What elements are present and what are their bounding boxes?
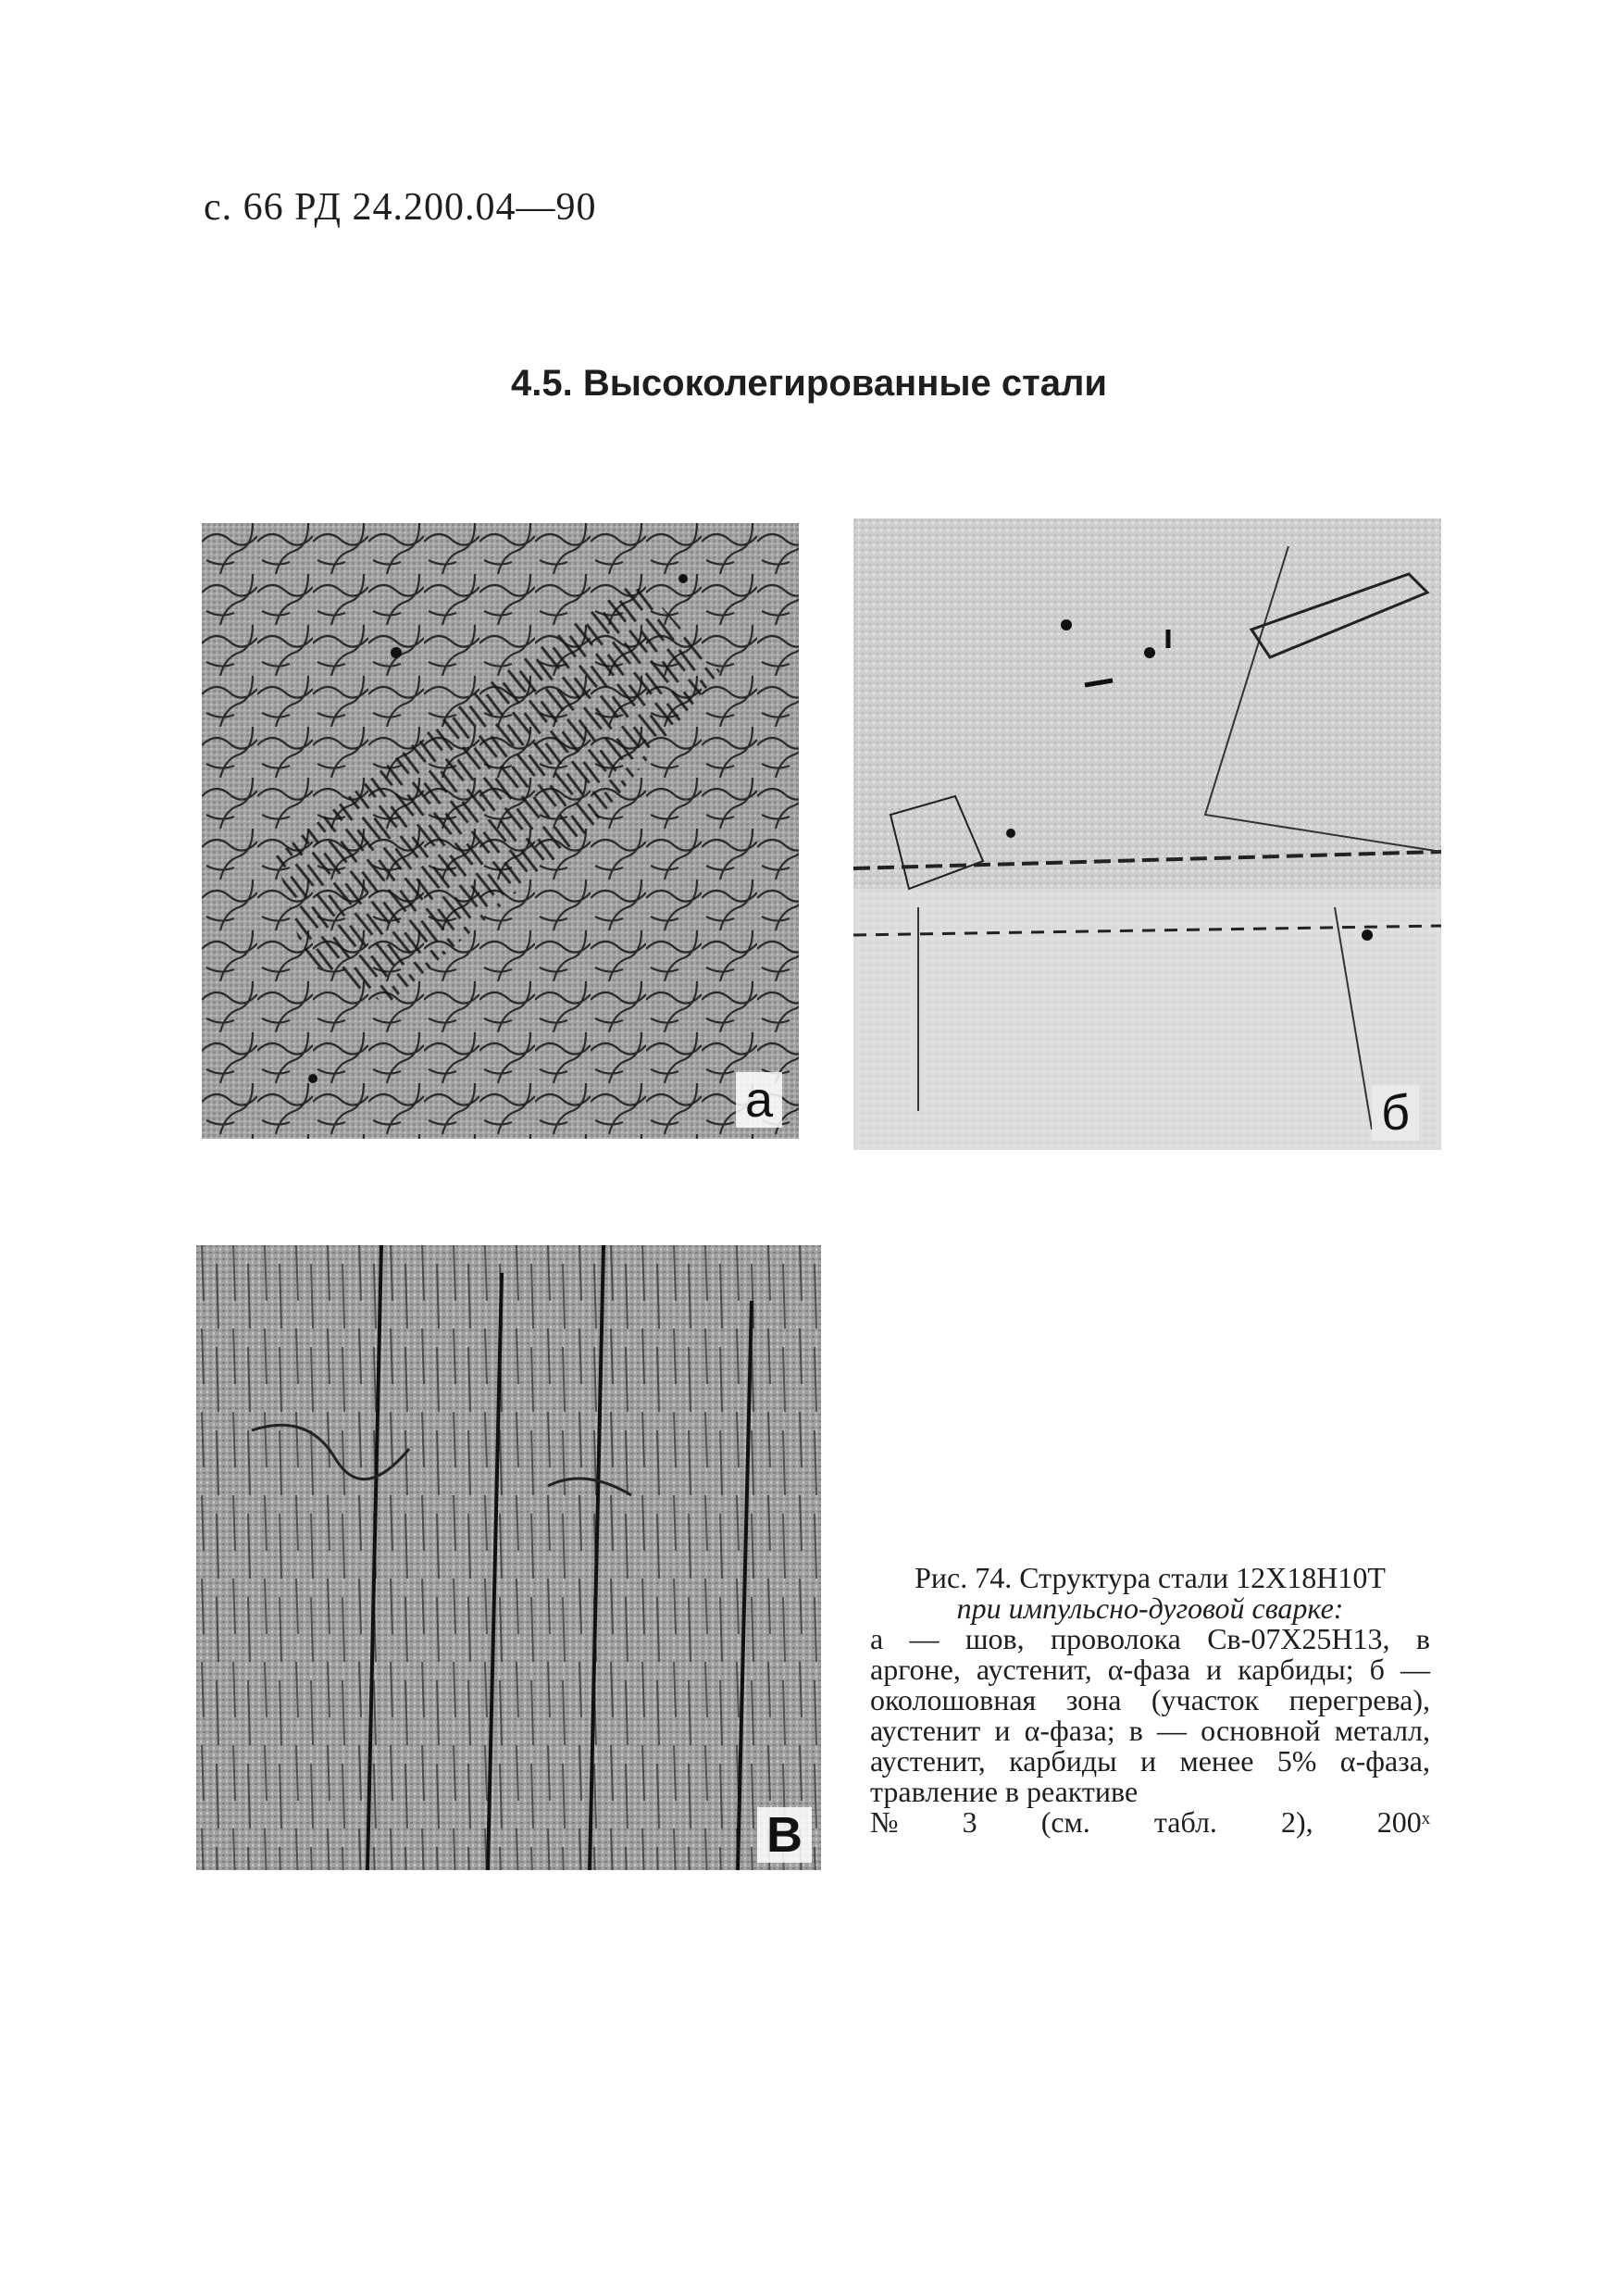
- micrograph-a-texture: [202, 523, 799, 1139]
- caption-magnification: 200ˣ: [1376, 1805, 1430, 1839]
- caption-tail-word: (см.: [1040, 1805, 1090, 1839]
- caption-subtitle: при импульсно-дуговой сварке:: [956, 1591, 1344, 1625]
- micrograph-v: [196, 1245, 821, 1870]
- caption-tail-word: табл.: [1153, 1805, 1217, 1839]
- micrograph-v-texture: [196, 1245, 821, 1870]
- caption-tail-word: №: [870, 1805, 899, 1839]
- figure-label-a: а: [736, 1072, 782, 1128]
- caption-tail-word: 2),: [1280, 1805, 1313, 1839]
- micrograph-b: [853, 518, 1441, 1150]
- caption-last-line: [870, 1807, 1430, 1838]
- figure-label-v: В: [757, 1807, 812, 1863]
- micrograph-a: [202, 523, 799, 1139]
- caption-body: а — шов, проволока Св-07Х25Н13, в аргоне, аустенит, α-фаза и карбиды; б — околошовная зона (участок перегрева), аустенит и α-фаза; в — основной металл, аустенит, карбиды и менее 5% α-фаза, травление в реактиве: [870, 1622, 1430, 1808]
- section-title: 4.5. Высоколегированные стали: [511, 363, 1107, 404]
- caption-tail-word: 3: [962, 1805, 977, 1839]
- page-header: с. 66 РД 24.200.04—90: [204, 186, 597, 229]
- figure-label-b: б: [1372, 1085, 1419, 1141]
- caption-title: Рис. 74. Структура стали 12Х18Н10Т: [915, 1561, 1386, 1594]
- figure-caption: [870, 1563, 1430, 1838]
- micrograph-b-texture: [853, 518, 1441, 1150]
